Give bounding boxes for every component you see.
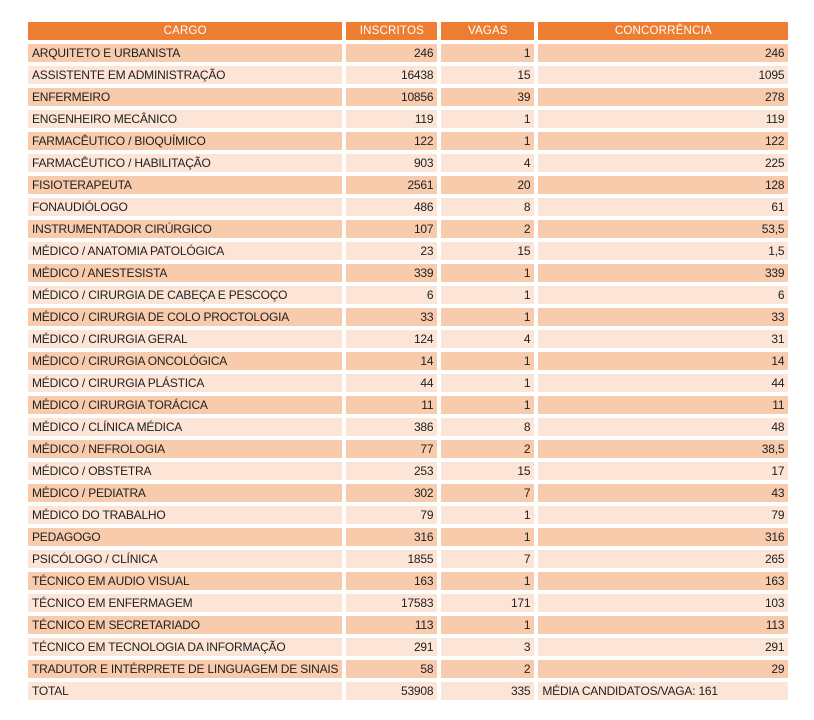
- cell-concorrencia: 38,5: [538, 440, 788, 458]
- cell-vagas: 15: [441, 462, 534, 480]
- cell-inscritos: 386: [346, 418, 437, 436]
- cell-vagas: 4: [441, 154, 534, 172]
- table-row: [28, 396, 788, 414]
- cell-vagas: 1: [441, 506, 534, 524]
- cell-cargo: TÉCNICO EM ENFERMAGEM: [28, 594, 342, 612]
- cell-vagas: 20: [441, 176, 534, 194]
- cell-cargo: TOTAL: [28, 682, 342, 700]
- cell-cargo: TÉCNICO EM AUDIO VISUAL: [28, 572, 342, 590]
- column-header-vagas: VAGAS: [441, 22, 534, 40]
- cell-concorrencia: 29: [538, 660, 788, 678]
- cell-inscritos: 53908: [346, 682, 437, 700]
- cell-inscritos: 253: [346, 462, 437, 480]
- cell-concorrencia: 128: [538, 176, 788, 194]
- table-row: [28, 660, 788, 678]
- cell-inscritos: 44: [346, 374, 437, 392]
- column-header-inscritos: INSCRITOS: [346, 22, 437, 40]
- cell-cargo: FISIOTERAPEUTA: [28, 176, 342, 194]
- table-row: [28, 352, 788, 370]
- cell-inscritos: 10856: [346, 88, 437, 106]
- table-row: [28, 132, 788, 150]
- cell-inscritos: 11: [346, 396, 437, 414]
- cell-cargo: TRADUTOR E INTÉRPRETE DE LINGUAGEM DE SINAIS: [28, 660, 342, 678]
- cell-cargo: MÉDICO / PEDIATRA: [28, 484, 342, 502]
- cell-concorrencia: 53,5: [538, 220, 788, 238]
- cell-vagas: 1: [441, 528, 534, 546]
- cell-cargo: MÉDICO / ANESTESISTA: [28, 264, 342, 282]
- cell-vagas: 1: [441, 572, 534, 590]
- table-row: [28, 418, 788, 436]
- cell-cargo: MÉDICO / CIRURGIA DE COLO PROCTOLOGIA: [28, 308, 342, 326]
- column-header-cargo: CARGO: [28, 22, 342, 40]
- cell-concorrencia: 163: [538, 572, 788, 590]
- cell-concorrencia: 265: [538, 550, 788, 568]
- cell-inscritos: 903: [346, 154, 437, 172]
- vagas-concorrencia-table: [24, 18, 792, 704]
- cell-inscritos: 1855: [346, 550, 437, 568]
- cell-concorrencia: 61: [538, 198, 788, 216]
- cell-vagas: 3: [441, 638, 534, 656]
- cell-concorrencia: 113: [538, 616, 788, 634]
- cell-inscritos: 113: [346, 616, 437, 634]
- cell-concorrencia: 17: [538, 462, 788, 480]
- cell-vagas: 7: [441, 484, 534, 502]
- cell-inscritos: 33: [346, 308, 437, 326]
- cell-inscritos: 2561: [346, 176, 437, 194]
- cell-concorrencia: 33: [538, 308, 788, 326]
- cell-cargo: MÉDICO / CIRURGIA DE CABEÇA E PESCOÇO: [28, 286, 342, 304]
- cell-vagas: 39: [441, 88, 534, 106]
- table-row: [28, 242, 788, 260]
- cell-vagas: 1: [441, 132, 534, 150]
- table-row: [28, 506, 788, 524]
- cell-vagas: 1: [441, 616, 534, 634]
- cell-vagas: 2: [441, 660, 534, 678]
- cell-inscritos: 302: [346, 484, 437, 502]
- table-row: [28, 66, 788, 84]
- table-row: [28, 220, 788, 238]
- cell-vagas: 7: [441, 550, 534, 568]
- cell-inscritos: 16438: [346, 66, 437, 84]
- cell-inscritos: 486: [346, 198, 437, 216]
- cell-inscritos: 23: [346, 242, 437, 260]
- cell-vagas: 1: [441, 308, 534, 326]
- cell-cargo: FONAUDIÓLOGO: [28, 198, 342, 216]
- cell-concorrencia: 1,5: [538, 242, 788, 260]
- cell-cargo: PEDAGOGO: [28, 528, 342, 546]
- table-row: [28, 484, 788, 502]
- table-row: [28, 616, 788, 634]
- cell-cargo: ENGENHEIRO MECÂNICO: [28, 110, 342, 128]
- cell-vagas: 15: [441, 66, 534, 84]
- cell-vagas: 1: [441, 374, 534, 392]
- cell-concorrencia: 14: [538, 352, 788, 370]
- cell-vagas: 1: [441, 352, 534, 370]
- total-row: [28, 682, 788, 700]
- table-row: [28, 638, 788, 656]
- table-row: [28, 528, 788, 546]
- cell-concorrencia: 225: [538, 154, 788, 172]
- cell-cargo: MÉDICO / NEFROLOGIA: [28, 440, 342, 458]
- cell-concorrencia: 1095: [538, 66, 788, 84]
- cell-cargo: MÉDICO / OBSTETRA: [28, 462, 342, 480]
- table-row: [28, 176, 788, 194]
- table-row: [28, 308, 788, 326]
- cell-cargo: ARQUITETO E URBANISTA: [28, 44, 342, 62]
- column-header-concorrencia: CONCORRÊNCIA: [538, 22, 788, 40]
- table-body: [28, 44, 788, 700]
- cell-concorrencia: 103: [538, 594, 788, 612]
- cell-vagas: 2: [441, 220, 534, 238]
- table-row: [28, 110, 788, 128]
- cell-inscritos: 339: [346, 264, 437, 282]
- cell-cargo: ASSISTENTE EM ADMINISTRAÇÃO: [28, 66, 342, 84]
- table-row: [28, 462, 788, 480]
- cell-cargo: FARMACÊUTICO / HABILITAÇÃO: [28, 154, 342, 172]
- table-row: [28, 154, 788, 172]
- cell-concorrencia: 246: [538, 44, 788, 62]
- cell-vagas: 171: [441, 594, 534, 612]
- table-row: [28, 330, 788, 348]
- cell-inscritos: 107: [346, 220, 437, 238]
- cell-inscritos: 17583: [346, 594, 437, 612]
- table-row: [28, 594, 788, 612]
- cell-vagas: 2: [441, 440, 534, 458]
- cell-concorrencia: 316: [538, 528, 788, 546]
- cell-inscritos: 316: [346, 528, 437, 546]
- cell-cargo: MÉDICO DO TRABALHO: [28, 506, 342, 524]
- cell-vagas: 1: [441, 286, 534, 304]
- cell-concorrencia: 79: [538, 506, 788, 524]
- concurso-results-sheet: [24, 18, 792, 704]
- cell-concorrencia: 44: [538, 374, 788, 392]
- table-row: [28, 374, 788, 392]
- cell-cargo: MÉDICO / CIRURGIA TORÁCICA: [28, 396, 342, 414]
- cell-concorrencia: MÉDIA CANDIDATOS/VAGA: 161: [538, 682, 788, 700]
- cell-cargo: INSTRUMENTADOR CIRÚRGICO: [28, 220, 342, 238]
- cell-inscritos: 6: [346, 286, 437, 304]
- table-row: [28, 286, 788, 304]
- cell-cargo: MÉDICO / CIRURGIA ONCOLÓGICA: [28, 352, 342, 370]
- cell-inscritos: 77: [346, 440, 437, 458]
- table-row: [28, 550, 788, 568]
- cell-vagas: 4: [441, 330, 534, 348]
- cell-inscritos: 119: [346, 110, 437, 128]
- cell-inscritos: 291: [346, 638, 437, 656]
- cell-cargo: TÉCNICO EM SECRETARIADO: [28, 616, 342, 634]
- cell-inscritos: 122: [346, 132, 437, 150]
- cell-concorrencia: 119: [538, 110, 788, 128]
- cell-vagas: 8: [441, 418, 534, 436]
- cell-concorrencia: 48: [538, 418, 788, 436]
- table-row: [28, 88, 788, 106]
- cell-cargo: TÉCNICO EM TECNOLOGIA DA INFORMAÇÃO: [28, 638, 342, 656]
- cell-cargo: MÉDICO / CLÍNICA MÉDICA: [28, 418, 342, 436]
- cell-concorrencia: 122: [538, 132, 788, 150]
- cell-concorrencia: 339: [538, 264, 788, 282]
- cell-vagas: 1: [441, 44, 534, 62]
- cell-vagas: 1: [441, 396, 534, 414]
- cell-vagas: 8: [441, 198, 534, 216]
- cell-inscritos: 163: [346, 572, 437, 590]
- table-row: [28, 264, 788, 282]
- cell-inscritos: 14: [346, 352, 437, 370]
- cell-vagas: 335: [441, 682, 534, 700]
- table-row: [28, 440, 788, 458]
- table-row: [28, 44, 788, 62]
- cell-vagas: 1: [441, 110, 534, 128]
- cell-inscritos: 124: [346, 330, 437, 348]
- cell-cargo: FARMACÊUTICO / BIOQUÍMICO: [28, 132, 342, 150]
- table-row: [28, 572, 788, 590]
- cell-concorrencia: 43: [538, 484, 788, 502]
- cell-concorrencia: 31: [538, 330, 788, 348]
- table-row: [28, 198, 788, 216]
- cell-inscritos: 246: [346, 44, 437, 62]
- cell-concorrencia: 291: [538, 638, 788, 656]
- cell-concorrencia: 11: [538, 396, 788, 414]
- header-row: [28, 22, 788, 40]
- cell-concorrencia: 278: [538, 88, 788, 106]
- cell-cargo: PSICÓLOGO / CLÍNICA: [28, 550, 342, 568]
- cell-cargo: MÉDICO / CIRURGIA PLÁSTICA: [28, 374, 342, 392]
- cell-concorrencia: 6: [538, 286, 788, 304]
- cell-cargo: ENFERMEIRO: [28, 88, 342, 106]
- cell-cargo: MÉDICO / CIRURGIA GERAL: [28, 330, 342, 348]
- cell-vagas: 15: [441, 242, 534, 260]
- cell-inscritos: 79: [346, 506, 437, 524]
- cell-cargo: MÉDICO / ANATOMIA PATOLÓGICA: [28, 242, 342, 260]
- cell-vagas: 1: [441, 264, 534, 282]
- cell-inscritos: 58: [346, 660, 437, 678]
